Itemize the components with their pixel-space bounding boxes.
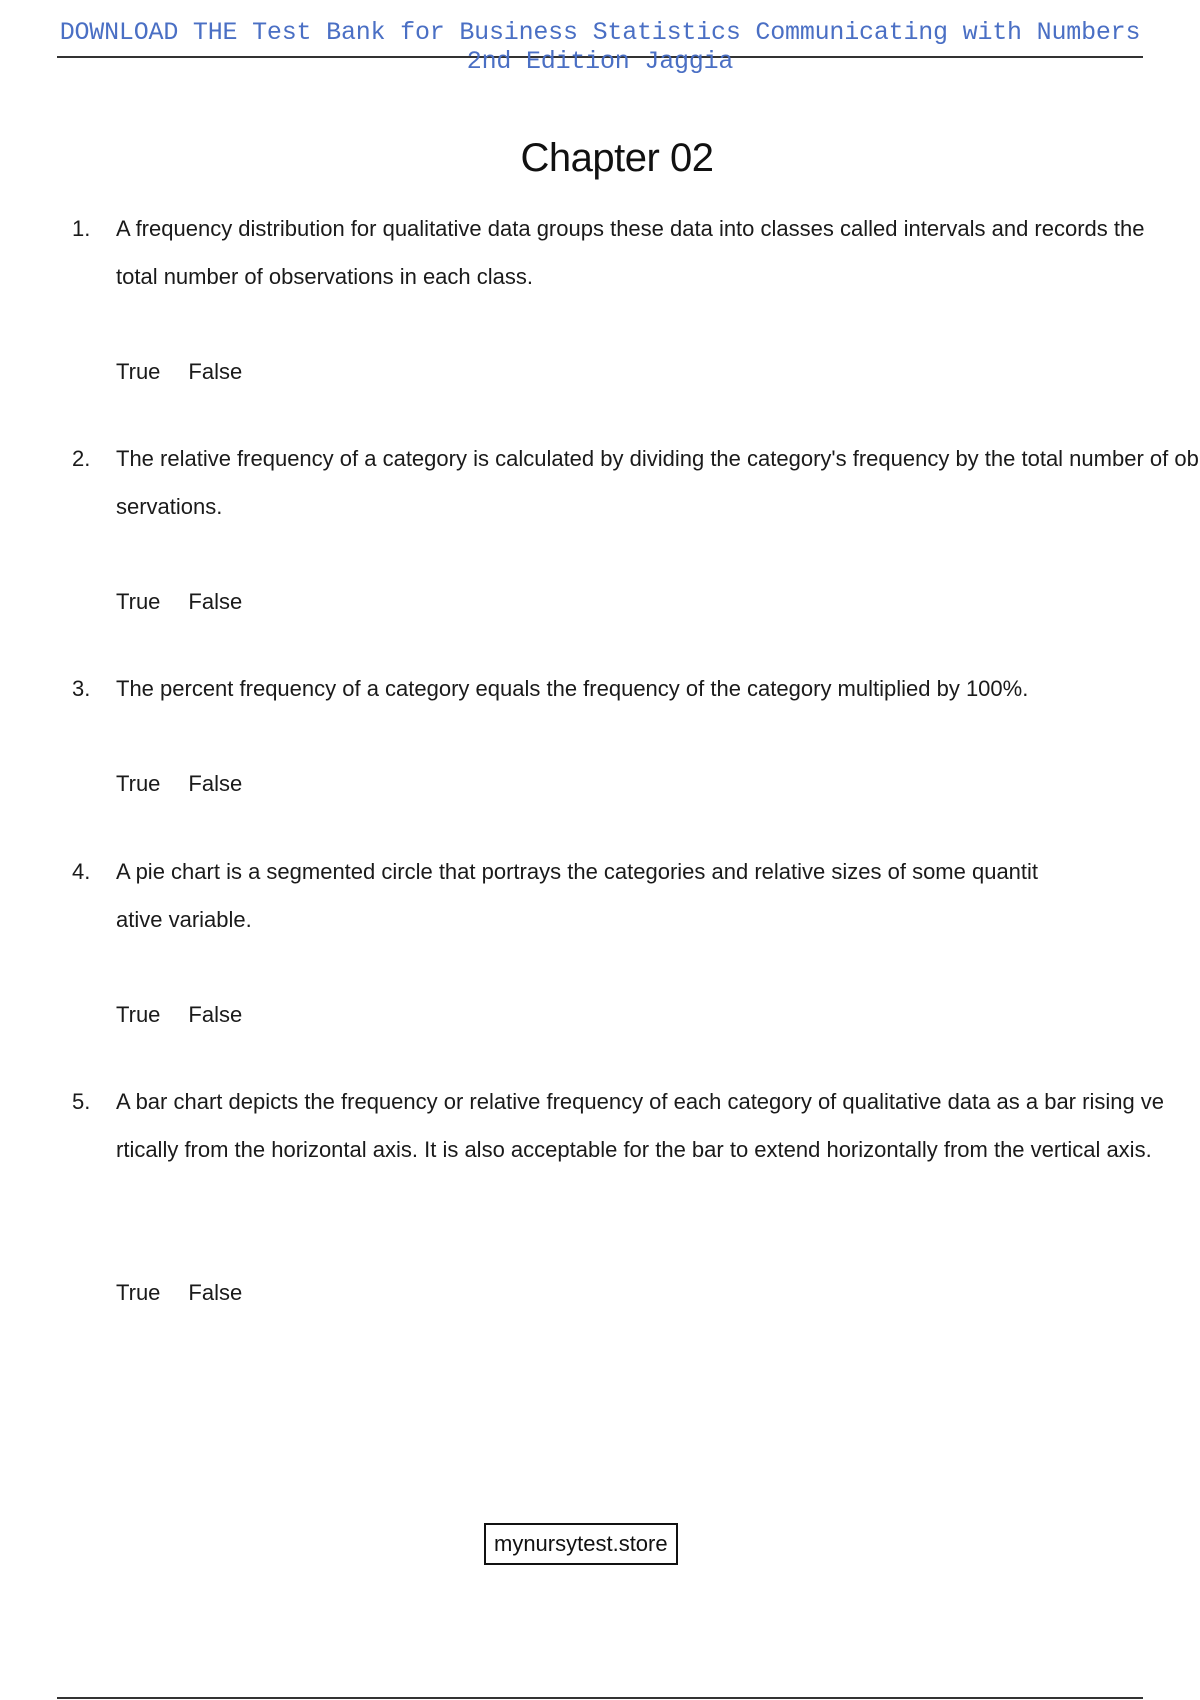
question-number: 5.	[72, 1089, 91, 1114]
answer-options	[116, 1278, 270, 1308]
question-number: 1.	[72, 216, 91, 241]
question-text: A frequency distribution for qualitative data groups these data into classes called intervals and records the total number of observations in each class.	[116, 216, 1145, 289]
site-stamp: mynursytest.store	[484, 1523, 678, 1565]
question-number: 4.	[72, 859, 91, 884]
question-text: The percent frequency of a category equals the frequency of the category multiplied by 100%.	[116, 676, 1029, 701]
option-true[interactable]: True	[116, 771, 161, 796]
option-true[interactable]: True	[116, 359, 161, 384]
option-false[interactable]: False	[188, 359, 243, 384]
option-false[interactable]: False	[188, 589, 243, 614]
answer-options	[116, 1000, 270, 1030]
page-title: Chapter 02	[520, 136, 714, 180]
bottom-divider	[57, 1697, 1143, 1699]
page-header	[57, 18, 1143, 76]
option-true[interactable]: True	[116, 589, 161, 614]
option-false[interactable]: False	[188, 1002, 243, 1027]
option-true[interactable]: True	[116, 1002, 161, 1027]
answer-options	[116, 357, 270, 387]
question-number: 2.	[72, 446, 91, 471]
question-number: 3.	[72, 676, 91, 701]
question-text: A bar chart depicts the frequency or relative frequency of each category of qualitative data as a bar rising vertically from the horizontal axis. It is also acceptable for the bar to extend horizontally from the vertical axis.	[116, 1089, 1165, 1162]
option-true[interactable]: True	[116, 1280, 161, 1305]
option-false[interactable]: False	[188, 771, 243, 796]
answer-options	[116, 587, 270, 617]
download-link[interactable]: DOWNLOAD THE Test Bank for Business Statistics Communicating with Numbers 2nd Edition Jaggia	[59, 18, 1141, 76]
answer-options	[116, 769, 270, 799]
option-false[interactable]: False	[188, 1280, 243, 1305]
question-text: A pie chart is a segmented circle that portrays the categories and relative sizes of some quantitative variable.	[116, 859, 1039, 932]
question-text: The relative frequency of a category is calculated by dividing the category's frequency by the total number of observations.	[116, 446, 1199, 519]
